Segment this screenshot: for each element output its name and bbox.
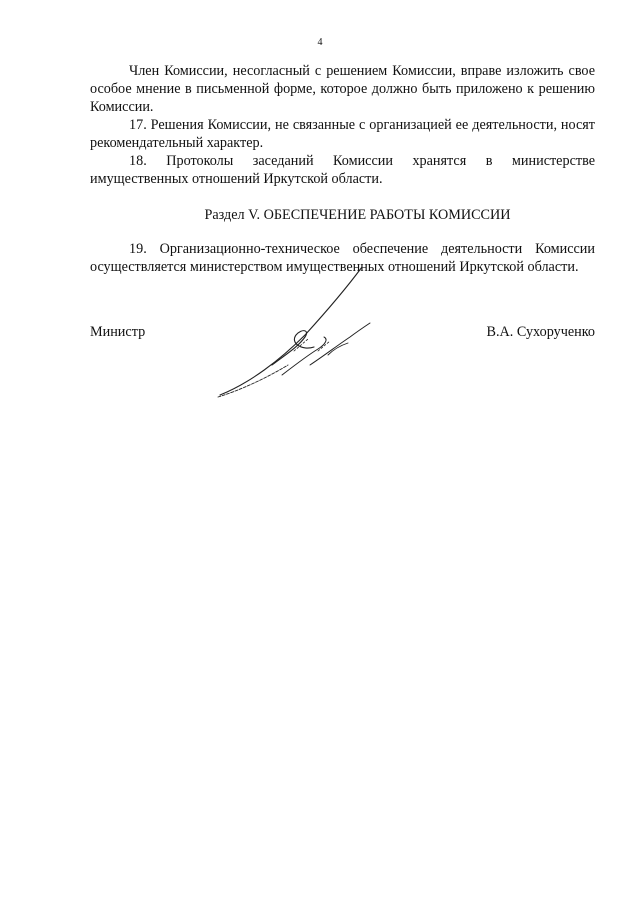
signer-name: В.А. Сухорученко — [486, 324, 595, 340]
paragraph-dissent: Член Комиссии, несогласный с решением Комиссии, вправе изложить свое особое мнение в письменной форме, которое должно быть приложено к решению Комиссии. — [90, 63, 595, 115]
page-number: 4 — [317, 37, 323, 48]
paragraph-19: 19. Организационно-техническое обеспечение деятельности Комиссии осуществляется министерством имущественных отношений Иркутской области. — [90, 241, 595, 275]
signature-stroke-loop — [272, 331, 314, 365]
signature-stroke-lower — [218, 365, 288, 397]
signature-stroke-right — [310, 323, 370, 365]
handwritten-signature — [210, 255, 390, 405]
paragraph-17: 17. Решения Комиссии, не связанные с организацией ее деятельности, носят рекомендательный характер. — [90, 117, 595, 151]
signer-title: Министр — [90, 324, 146, 340]
signature-stroke-long — [220, 267, 362, 395]
document-body — [90, 62, 595, 276]
paragraph-18: 18. Протоколы заседаний Комиссии хранятся в министерстве имущественных отношений Иркутской области. — [90, 153, 595, 187]
section-heading: Раздел V. ОБЕСПЕЧЕНИЕ РАБОТЫ КОМИССИИ — [204, 207, 511, 223]
